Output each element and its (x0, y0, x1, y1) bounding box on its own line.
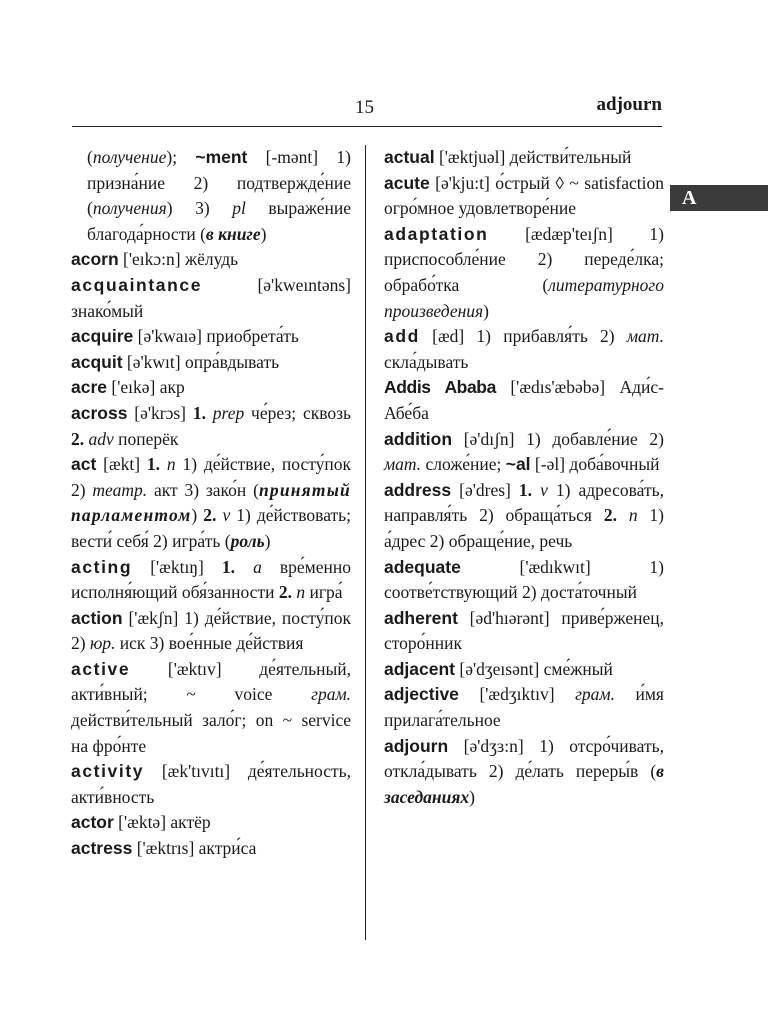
entry-addis-ababa: Addis Ababa ['ædıs'æbəbə] Ади́с-Абе́ба (384, 377, 664, 423)
headword: actor (71, 812, 114, 833)
page-number: 15 (355, 97, 374, 118)
entry-act: act [ækt] 1. n 1) де́йствие, посту́пок 2) театр. акт 3) зако́н (принятый парламентом) 2. v 1) де́йствовать; вести́ себя́ 2) игра́ть (роль) (71, 454, 352, 551)
entry-adjourn: adjourn [ə'dʒɜ:n] 1) отсро́чивать, откла́дывать 2) де́лать переры́в (в заседаниях) (384, 735, 664, 807)
headword: adjacent (384, 658, 455, 679)
entry-action: action ['ækʃn] 1) де́йствие, посту́пок 2) юр. иск 3) вое́нные де́йствия (71, 607, 351, 654)
column-divider (365, 145, 366, 940)
thumb-index-tab[interactable]: A (670, 185, 768, 211)
headword: act (71, 454, 97, 475)
right-column (384, 145, 664, 810)
running-head: adjourn (596, 94, 662, 115)
entry-acquaintance: acquaintance [ə'kweıntəns] знако́мый (71, 274, 351, 321)
entry-continuation: (получение); ~ment [-mənt] 1) призна́ние 2) подтвержде́ние (получения) 3) pl выраже́ние благода́рности (в книге) (87, 147, 351, 244)
headword: adjourn (384, 735, 449, 756)
left-column (71, 145, 351, 862)
entry-acquit: acquit [ə'kwıt] опра́вдывать (71, 351, 280, 372)
headword: activity (71, 761, 145, 782)
entry-adherent: adherent [əd'hıərənt] приве́рженец, сторо́нник (384, 607, 664, 654)
headword: adequate (384, 556, 461, 577)
headword: action (71, 607, 123, 628)
entry-adaptation: adaptation [ædæp'teıʃn] 1) приспособле́ние 2) переде́лка; обрабо́тка (литературного произведения) (384, 223, 664, 321)
headword: acquire (71, 326, 134, 347)
entry-across: across [ə'krɔs] 1. prep че́рез; сквозь 2. adv поперёк (71, 402, 351, 449)
entry-active: active ['æktıv] де́ятельный, акти́вный; ~ voice грам. действи́тельный зало́г; on ~ service на фро́нте (71, 658, 351, 756)
entry-addition: addition [ə'dıʃn] 1) добавле́ние 2) мат. сложе́ние; ~al [-əl] доба́вочный (384, 428, 664, 475)
headword: active (71, 658, 131, 679)
page-header (72, 92, 662, 127)
headword: actual (384, 147, 435, 167)
headword: acorn (71, 249, 119, 270)
headword: address (384, 479, 452, 500)
entry-adequate: adequate ['ædıkwıt] 1) соотве́тствующий 2) доста́точный (384, 556, 664, 603)
entry-acorn: acorn ['eıkɔ:n] жёлудь (71, 249, 239, 270)
headword: acre (71, 377, 108, 398)
headword: add (384, 326, 420, 347)
entry-acquire: acquire [ə'kwaıə] приобрета́ть (71, 326, 299, 347)
headword: acting (71, 556, 133, 577)
headword: addition (384, 428, 453, 449)
headword: adherent (384, 607, 458, 628)
headword: acquit (71, 351, 123, 372)
entry-adjective: adjective ['ædʒıktıv] грам. и́мя прилага́тельное (384, 684, 664, 731)
headword: adaptation (384, 223, 489, 244)
entry-actual: actual ['æktjuəl] действи́тельный (384, 147, 632, 167)
headword: across (71, 402, 128, 423)
entry-adjacent: adjacent [ə'dʒeısənt] сме́жный (384, 658, 613, 679)
headword: adjective (384, 684, 459, 705)
entry-acute: acute [ə'kju:t] о́стрый ◊ ~ satisfaction огро́мное удовлетворе́ние (384, 172, 664, 219)
entry-actress: actress ['æktrıs] актри́са (71, 838, 257, 859)
headword: Addis Ababa (384, 377, 496, 398)
headword: actress (71, 838, 133, 859)
entry-activity: activity [æk'tıvıtı] де́ятельность, акти́вность (71, 761, 351, 807)
headword: acquaintance (71, 274, 203, 295)
entry-address: address [ə'dres] 1. v 1) адресова́ть, направля́ть 2) обраща́ться 2. n 1) а́дрес 2) обраще́ние, речь (384, 479, 665, 551)
entry-acting: acting ['æktıŋ] 1. a вре́менно исполня́ющий обя́занности 2. n игра́ (71, 556, 351, 603)
headword: acute (384, 172, 430, 193)
entry-acre: acre ['eıkə] акр (71, 377, 185, 398)
entry-actor: actor ['æktə] актёр (71, 812, 211, 833)
entry-add: add [æd] 1) прибавля́ть 2) мат. скла́дывать (384, 326, 664, 372)
